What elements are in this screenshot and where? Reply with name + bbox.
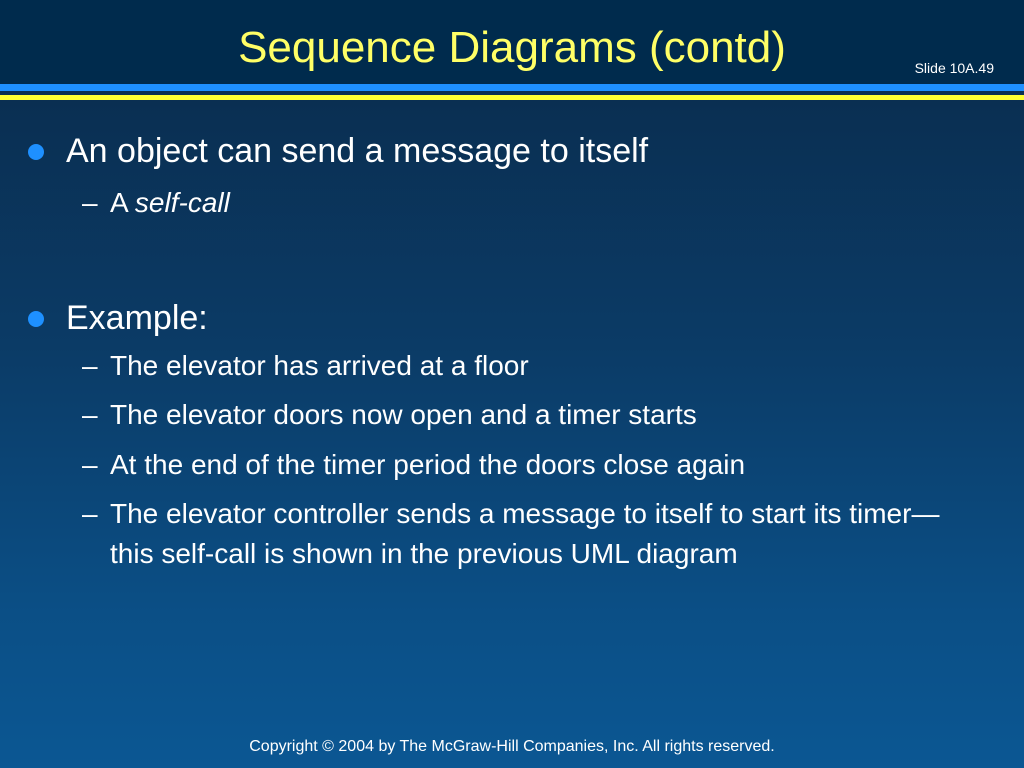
bullet-item [28, 131, 968, 171]
sub-item [82, 494, 982, 574]
em-dash: — [911, 498, 940, 529]
bullet-dot-icon [28, 144, 44, 160]
sub-item-text [110, 183, 982, 223]
sub-item [82, 445, 982, 485]
sub-item [82, 183, 982, 223]
bullet-item [28, 298, 968, 338]
sub-item-text-part: The elevator controller sends a message to itself to start its timer [110, 498, 912, 529]
dash-icon: – [82, 350, 98, 381]
dash-icon: – [82, 187, 98, 218]
sub-item [82, 346, 982, 386]
bullet-text: An object can send a message to itself [66, 132, 649, 170]
sub-item-italic: self-call [134, 187, 230, 218]
dash-icon: – [82, 399, 98, 430]
sub-item-text: The elevator doors now open and a timer starts [110, 399, 697, 430]
copyright-footer: Copyright © 2004 by The McGraw-Hill Companies, Inc. All rights reserved. [249, 738, 775, 755]
bullet-dot-icon [28, 311, 44, 327]
sub-item [82, 395, 982, 435]
sub-item-text [110, 494, 982, 574]
sub-item-text-part: this self-call is shown in the previous UML diagram [110, 538, 738, 569]
slide-title: Sequence Diagrams (contd) [238, 23, 786, 72]
bullet-text: Example: [66, 299, 208, 337]
sub-item-text: At the end of the timer period the doors close again [110, 449, 746, 480]
sub-item-prefix: A [110, 187, 135, 218]
slide-number: Slide 10A.49 [914, 60, 994, 76]
dash-icon: – [82, 449, 98, 480]
sub-item-text: The elevator has arrived at a floor [110, 350, 529, 381]
dash-icon: – [82, 498, 98, 529]
